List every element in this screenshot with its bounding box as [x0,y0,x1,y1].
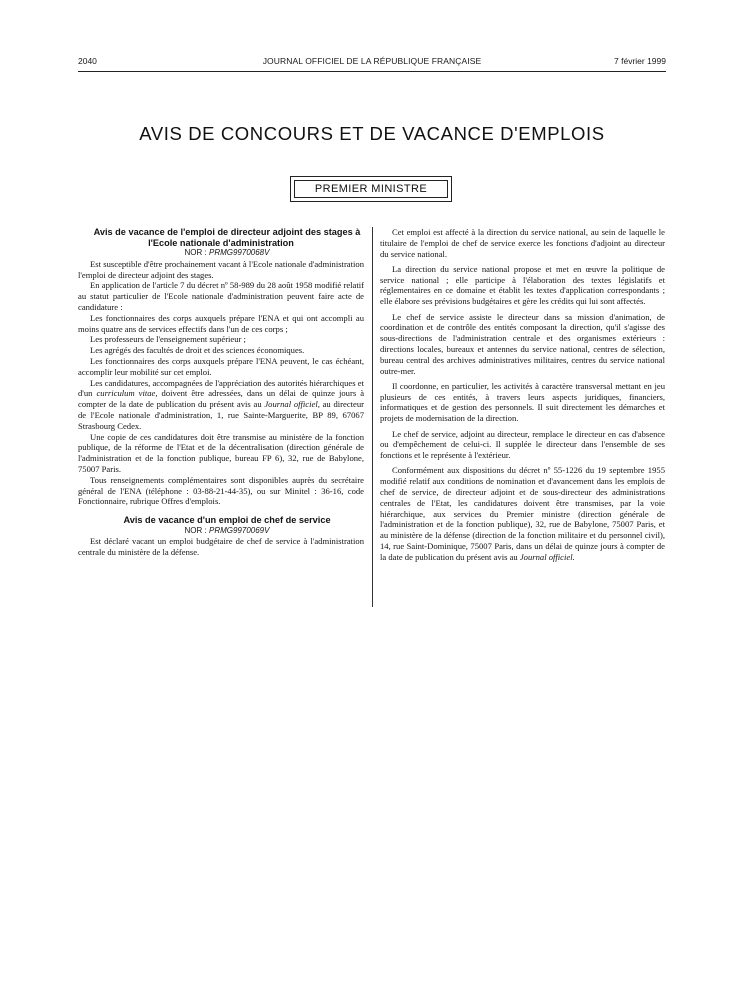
right-column [380,227,665,567]
nor-code: PRMG9970068V [208,248,270,257]
column-divider [372,227,373,607]
journal-title: JOURNAL OFFICIEL DE LA RÉPUBLIQUE FRANÇAISE [262,56,482,66]
paragraph: Est déclaré vacant un emploi budgétaire de chef de service à l'administration centrale du ministère de la défense. [78,536,364,558]
paragraph: Les professeurs de l'enseignement supérieur ; [90,334,246,345]
running-header [78,56,666,68]
paragraph: Une copie de ces candidatures doit être transmise au ministère de la fonction publique, de la réforme de l'Etat et de la décentralisation (direction générale de l'administration et de la fonction publique, bureau FP 6), 32, rue de Babylone, 75007 Paris. [78,431,364,474]
issue-date: 7 février 1999 [614,56,666,66]
left-column [78,227,364,558]
paragraph: Est susceptible d'être prochainement vacant à l'Ecole nationale d'administration l'emploi de directeur adjoint des stages. [78,258,364,280]
final-paragraph: Conformément aux dispositions du décret nº 55-1226 du 19 septembre 1955 modifié relatif aux conditions de nomination et d'avancement dans les emplois de chef de service, de directeur adjoint et de sous-directeur des administrations centrales de l'Etat, les candidatures doivent être transmises, par la voie hiérarchique, aux services du Premier ministre (direction générale de l'administration et de la fonction publique), 32, rue de Babylone, 75007 Paris, et au ministère de la défense (direction de la fonction militaire et du personnel civil), 14, rue Saint-Dominique, 75007 Paris, dans un délai de quinze jours à compter de la date de publication du présent avis au Journal officiel. [380,465,665,562]
notice-1-title: Avis de vacance de l'emploi de directeur adjoint des stages à l'Ecole nationale d'administration [93,227,361,248]
section-heading: PREMIER MINISTRE [294,180,448,198]
journal-officiel-ref: Journal officiel. [519,551,575,562]
paragraph: Le chef de service, adjoint au directeur, remplace le directeur en cas d'absence ou d'empêchement de celui-ci. Il supplée le directeur dans l'ensemble de ses fonctions et le représente à l'extérieur. [380,428,665,461]
paragraph: Il coordonne, en particulier, les activités à caractère transversal mettant en jeu plusieurs de ces entités, à travers leurs aspects juridiques, financiers, informatiques et de gestion des personnels. Il suit directement les démarches et projets de modernisation de la direction. [380,380,665,424]
header-rule [78,71,666,72]
page-title: AVIS DE CONCOURS ET DE VACANCE D'EMPLOIS [139,123,605,144]
page-number: 2040 [78,56,97,66]
paragraph: Les fonctionnaires des corps auxquels prépare l'ENA et qui ont accompli au moins quatre ans de services effectifs dans l'un de ces corps ; [78,312,364,334]
nor-code: PRMG9970069V [208,525,270,535]
paragraph: Cet emploi est affecté à la direction du service national, au sein de laquelle le titulaire de l'emploi de chef de service exerce les fonctions d'adjoint au directeur du service national. [380,227,665,259]
paragraph: Le chef de service assiste le directeur dans sa mission d'animation, de coordination et de contrôle des entités composant la direction, qu'il s'agisse des sous-directions de l'administration centrale et des organismes extérieurs : directions locales, bureaux et antennes du service national, centres de sélection, bureau central des archives administratives militaires, centres du service national outre-mer. [380,311,665,376]
cv-term: curriculum vitae, [96,388,158,399]
notice-2-title: Avis de vacance d'un emploi de chef de service [123,515,331,526]
candidature-paragraph: Les candidatures, accompagnées de l'appréciation des autorités hiérarchiques et d'un curriculum vitae, doivent être adressées, dans un délai de quinze jours à compter de la date de publication du présent avis au Journal officiel, au directeur de l'Ecole nationale d'administration, 1, rue Sainte-Marguerite, BP 89, 67067 Strasbourg Cedex. [78,377,365,431]
notice-2-nor [78,526,364,537]
notice-2 [78,515,364,558]
paragraph: Les agrégés des facultés de droit et des sciences économiques. [90,345,305,356]
section-heading-box [290,176,452,202]
paragraph: Les fonctionnaires des corps auxquels prépare l'ENA peuvent, le cas échéant, accomplir leur mobilité sur cet emploi. [78,355,364,377]
paragraph: Tous renseignements complémentaires sont disponibles auprès du secrétaire général de l'ENA (téléphone : 03-88-21-44-35), ou sur Minitel : 36-16, code Fonctionnaire, rubrique Offres d'emplois. [78,474,364,507]
notice-1-nor [78,248,364,259]
nor-label: NOR : [184,525,207,535]
nor-label: NOR : [184,248,207,257]
paragraph: En application de l'article 7 du décret nº 58-989 du 28 août 1958 modifié relatif au statut particulier de l'Ecole nationale d'administration peuvent faire acte de candidature : [78,280,364,312]
journal-officiel-ref: Journal officiel, [264,399,320,410]
paragraph: La direction du service national propose et met en œuvre la politique de service national ; elle participe à l'élaboration des textes législatifs et réglementaires en ce domaine et établit les textes d'application correspondants ; elle élabore ses prévisions budgétaires et gère les crédits qui lui sont affectés. [380,263,665,307]
